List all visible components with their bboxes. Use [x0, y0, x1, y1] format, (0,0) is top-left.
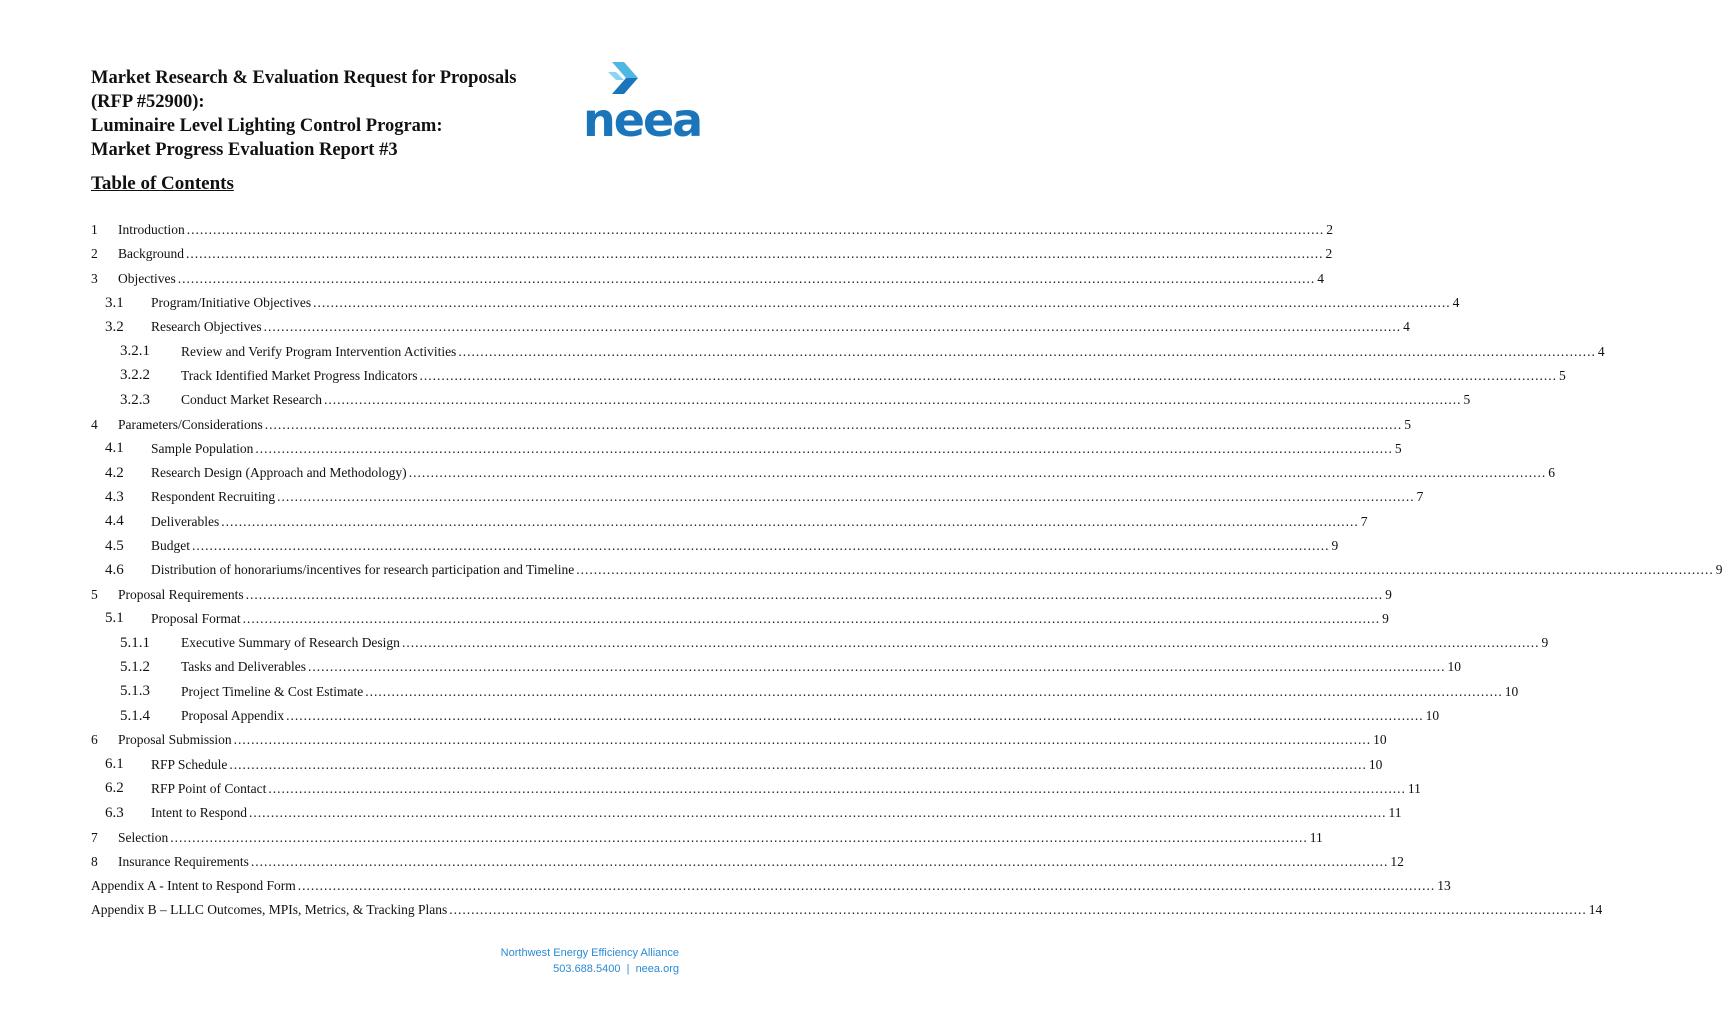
toc-entry-label: Deliverables [151, 513, 220, 529]
toc-entry-page: 14 [1588, 902, 1603, 918]
toc-dot-leader: .................................................................................................................................................................................................................................................................... [229, 756, 1367, 772]
toc-entry-page: 11 [1407, 780, 1421, 796]
toc-entry-page: 10 [1373, 732, 1387, 748]
toc-entry-label: Review and Verify Program Intervention Activities [181, 343, 457, 359]
toc-entry-page: 9 [1541, 635, 1549, 651]
toc-entry-page: 7 [1360, 513, 1368, 529]
toc-dot-leader: .................................................................................................................................................................................................................................................................... [576, 562, 1714, 578]
toc-entry-label: Objectives [118, 270, 176, 286]
toc-entry[interactable] [91, 777, 1421, 801]
toc-entry-number: 5.1.2 [120, 658, 150, 675]
toc-entry[interactable] [91, 364, 1566, 388]
toc-entry-label: Program/Initiative Objectives [151, 295, 312, 311]
toc-entry-label: Proposal Appendix [181, 708, 285, 724]
toc-entry-number: 3.2 [105, 318, 124, 335]
toc-entry-number: 5.1.4 [120, 707, 150, 724]
toc-entry[interactable] [91, 412, 1411, 436]
toc-entry-label: Intent to Respond [151, 805, 247, 821]
toc-entry-number: 3.2.2 [120, 367, 150, 384]
document-title [91, 66, 571, 162]
toc-entry-page: 2 [1326, 222, 1333, 238]
toc-entry-number: 3.1 [105, 294, 124, 311]
toc-dot-leader: .................................................................................................................................................................................................................................................................... [249, 805, 1387, 821]
toc-entry-page: 6 [1548, 465, 1555, 481]
toc-dot-leader: .................................................................................................................................................................................................................................................................... [419, 367, 1557, 383]
toc-entry[interactable] [91, 874, 1451, 898]
toc-entry[interactable] [91, 825, 1323, 849]
toc-heading: Table of Contents [91, 173, 234, 194]
toc-entry-number: 7 [91, 829, 98, 845]
toc-dot-leader: .................................................................................................................................................................................................................................................................... [250, 853, 1389, 869]
toc-entry-label: Sample Population [151, 440, 254, 456]
toc-dot-leader: .................................................................................................................................................................................................................................................................... [170, 829, 1308, 845]
toc-dot-leader: .................................................................................................................................................................................................................................................................... [233, 732, 1372, 748]
toc-entry[interactable] [91, 704, 1440, 728]
title-line-2: (RFP #52900): [91, 92, 205, 112]
footer-website-link[interactable]: neea.org [635, 963, 679, 975]
toc-entry-number: 4.2 [105, 464, 124, 481]
toc-dot-leader: .................................................................................................................................................................................................................................................................... [297, 878, 1436, 894]
footer-phone: 503.688.5400 [553, 963, 621, 975]
toc-entry-number: 6.3 [105, 804, 124, 821]
toc-entry-label: Respondent Recruiting [151, 489, 276, 505]
toc-entry-number: 4.5 [105, 537, 124, 554]
toc-entry[interactable] [91, 534, 1339, 558]
toc-dot-leader: .................................................................................................................................................................................................................................................................... [408, 465, 1547, 481]
toc-entry-number: 6 [91, 732, 98, 748]
toc-dot-leader: .................................................................................................................................................................................................................................................................... [268, 780, 1406, 796]
toc-entry-number: 5.1 [105, 610, 124, 627]
toc-dot-leader: .................................................................................................................................................................................................................................................................... [192, 538, 1330, 553]
toc-entry-label: Proposal Requirements [118, 586, 244, 602]
toc-entry[interactable] [91, 510, 1368, 534]
toc-entry-number: 5.1.1 [120, 634, 150, 651]
toc-dot-leader: .................................................................................................................................................................................................................................................................... [185, 246, 1324, 262]
toc-entry[interactable] [91, 801, 1402, 825]
toc-entry-label: Appendix B – LLLC Outcomes, MPIs, Metrics, & Tracking Plans [91, 902, 448, 918]
toc-dot-leader: .................................................................................................................................................................................................................................................................... [365, 683, 1503, 699]
toc-entry-page: 13 [1437, 878, 1451, 894]
toc-entry[interactable] [91, 218, 1333, 242]
toc-entry-page: 4 [1403, 319, 1410, 335]
toc-dot-leader: .................................................................................................................................................................................................................................................................... [245, 586, 1384, 602]
toc-entry[interactable] [91, 728, 1387, 752]
toc-entry-page: 5 [1404, 416, 1411, 432]
toc-entry-label: Appendix A - Intent to Respond Form [91, 878, 296, 894]
toc-dot-leader: .................................................................................................................................................................................................................................................................... [286, 708, 1424, 724]
toc-entry-label: Conduct Market Research [181, 392, 322, 408]
toc-entry-label: RFP Point of Contact [151, 780, 267, 796]
toc-entry[interactable] [91, 291, 1460, 315]
toc-entry-page: 2 [1325, 246, 1333, 262]
toc-entry-page: 5 [1463, 392, 1471, 408]
toc-entry-page: 4 [1597, 343, 1605, 359]
toc-entry[interactable] [91, 655, 1462, 679]
toc-entry[interactable] [91, 582, 1392, 606]
toc-entry[interactable] [91, 437, 1402, 461]
toc-dot-leader: .................................................................................................................................................................................................................................................................... [186, 222, 1325, 238]
toc-entry-label: Distribution of honorariums/incentives for research participation and Timeline [151, 562, 575, 578]
toc-entry-label: Track Identified Market Progress Indicators [181, 367, 418, 383]
toc-entry-page: 12 [1390, 853, 1404, 869]
table-of-contents [91, 218, 1723, 923]
toc-entry-page: 7 [1416, 489, 1424, 505]
toc-dot-leader: .................................................................................................................................................................................................................................................................... [313, 295, 1451, 311]
toc-entry[interactable] [91, 850, 1404, 874]
toc-entry-label: Parameters/Considerations [118, 416, 263, 432]
toc-entry-number: 3 [91, 270, 98, 286]
toc-entry-page: 10 [1368, 756, 1383, 772]
toc-entry[interactable] [91, 315, 1410, 339]
toc-entry-label: Background [118, 246, 184, 262]
toc-entry-number: 3.2.3 [120, 391, 150, 408]
logo-wordmark: neea [583, 93, 702, 147]
toc-entry-label: Selection [118, 829, 169, 845]
toc-entry-number: 4.4 [105, 513, 124, 530]
toc-entry-number: 6.2 [105, 780, 124, 797]
title-line-3: Luminaire Level Lighting Control Program: [91, 116, 443, 136]
toc-entry-number: 3.2.1 [120, 343, 150, 360]
toc-dot-leader: .................................................................................................................................................................................................................................................................... [264, 416, 1403, 432]
toc-entry-label: Executive Summary of Research Design [181, 635, 400, 651]
toc-entry-page: 11 [1388, 805, 1402, 821]
toc-entry[interactable] [91, 461, 1555, 485]
toc-dot-leader: .................................................................................................................................................................................................................................................................... [255, 440, 1393, 456]
toc-entry-label: Insurance Requirements [118, 853, 249, 869]
toc-entry-number: 5 [91, 586, 98, 602]
toc-entry-label: Tasks and Deliverables [181, 659, 307, 675]
toc-entry-number: 4 [91, 416, 98, 432]
toc-entry-label: Budget [151, 538, 190, 553]
toc-entry-page: 4 [1317, 270, 1324, 286]
toc-entry-page: 5 [1394, 440, 1402, 456]
toc-entry-page: 9 [1715, 562, 1723, 578]
toc-entry[interactable] [91, 753, 1383, 777]
toc-entry-page: 9 [1382, 610, 1389, 626]
toc-entry-label: Project Timeline & Cost Estimate [181, 683, 364, 699]
toc-dot-leader: .................................................................................................................................................................................................................................................................... [458, 343, 1596, 359]
footer [501, 945, 679, 977]
footer-separator: | [626, 963, 630, 975]
toc-dot-leader: .................................................................................................................................................................................................................................................................... [277, 489, 1415, 505]
toc-entry-number: 4.3 [105, 488, 124, 505]
toc-entry[interactable] [91, 242, 1333, 266]
title-line-1: Market Research & Evaluation Request for Proposals [91, 68, 517, 88]
toc-entry[interactable] [91, 485, 1424, 509]
title-line-4: Market Progress Evaluation Report #3 [91, 140, 398, 160]
toc-entry-number: 2 [91, 246, 98, 262]
toc-dot-leader: .................................................................................................................................................................................................................................................................... [308, 659, 1446, 675]
toc-entry-number: 5.1.3 [120, 683, 150, 700]
toc-entry-page: 5 [1558, 367, 1566, 383]
toc-dot-leader: .................................................................................................................................................................................................................................................................... [401, 635, 1540, 651]
toc-entry-number: 1 [91, 222, 98, 238]
toc-entry[interactable] [91, 339, 1605, 363]
toc-entry[interactable] [91, 388, 1471, 412]
toc-dot-leader: .................................................................................................................................................................................................................................................................... [323, 392, 1462, 408]
toc-entry-number: 6.1 [105, 756, 124, 773]
toc-entry[interactable] [91, 631, 1549, 655]
toc-entry-page: 10 [1447, 659, 1462, 675]
toc-entry-page: 4 [1452, 295, 1460, 311]
toc-dot-leader: .................................................................................................................................................................................................................................................................... [449, 902, 1587, 918]
toc-entry-label: Introduction [118, 222, 185, 238]
toc-entry-label: Research Design (Approach and Methodology) [151, 465, 407, 481]
toc-entry-page: 10 [1425, 708, 1440, 724]
toc-entry-label: Proposal Format [151, 610, 241, 626]
toc-entry[interactable] [91, 267, 1324, 291]
toc-entry-page: 9 [1331, 538, 1339, 553]
toc-entry[interactable] [91, 558, 1723, 582]
toc-entry-page: 9 [1385, 586, 1392, 602]
toc-entry-label: RFP Schedule [151, 756, 228, 772]
toc-entry-number: 4.1 [105, 440, 124, 457]
toc-entry-page: 11 [1309, 829, 1323, 845]
toc-entry-label: Proposal Submission [118, 732, 232, 748]
toc-entry-number: 4.6 [105, 561, 124, 578]
toc-entry-number: 8 [91, 853, 98, 869]
toc-entry[interactable] [91, 680, 1519, 704]
toc-dot-leader: .................................................................................................................................................................................................................................................................... [242, 610, 1381, 626]
toc-entry[interactable] [91, 898, 1603, 922]
toc-dot-leader: .................................................................................................................................................................................................................................................................... [177, 270, 1316, 286]
footer-org: Northwest Energy Efficiency Alliance [500, 947, 679, 959]
toc-dot-leader: .................................................................................................................................................................................................................................................................... [221, 513, 1359, 529]
toc-entry-page: 10 [1504, 683, 1519, 699]
toc-dot-leader: .................................................................................................................................................................................................................................................................... [263, 319, 1402, 335]
neea-logo [583, 60, 708, 152]
toc-entry-label: Research Objectives [151, 319, 262, 335]
toc-entry[interactable] [91, 607, 1389, 631]
footer-contact [501, 961, 679, 977]
